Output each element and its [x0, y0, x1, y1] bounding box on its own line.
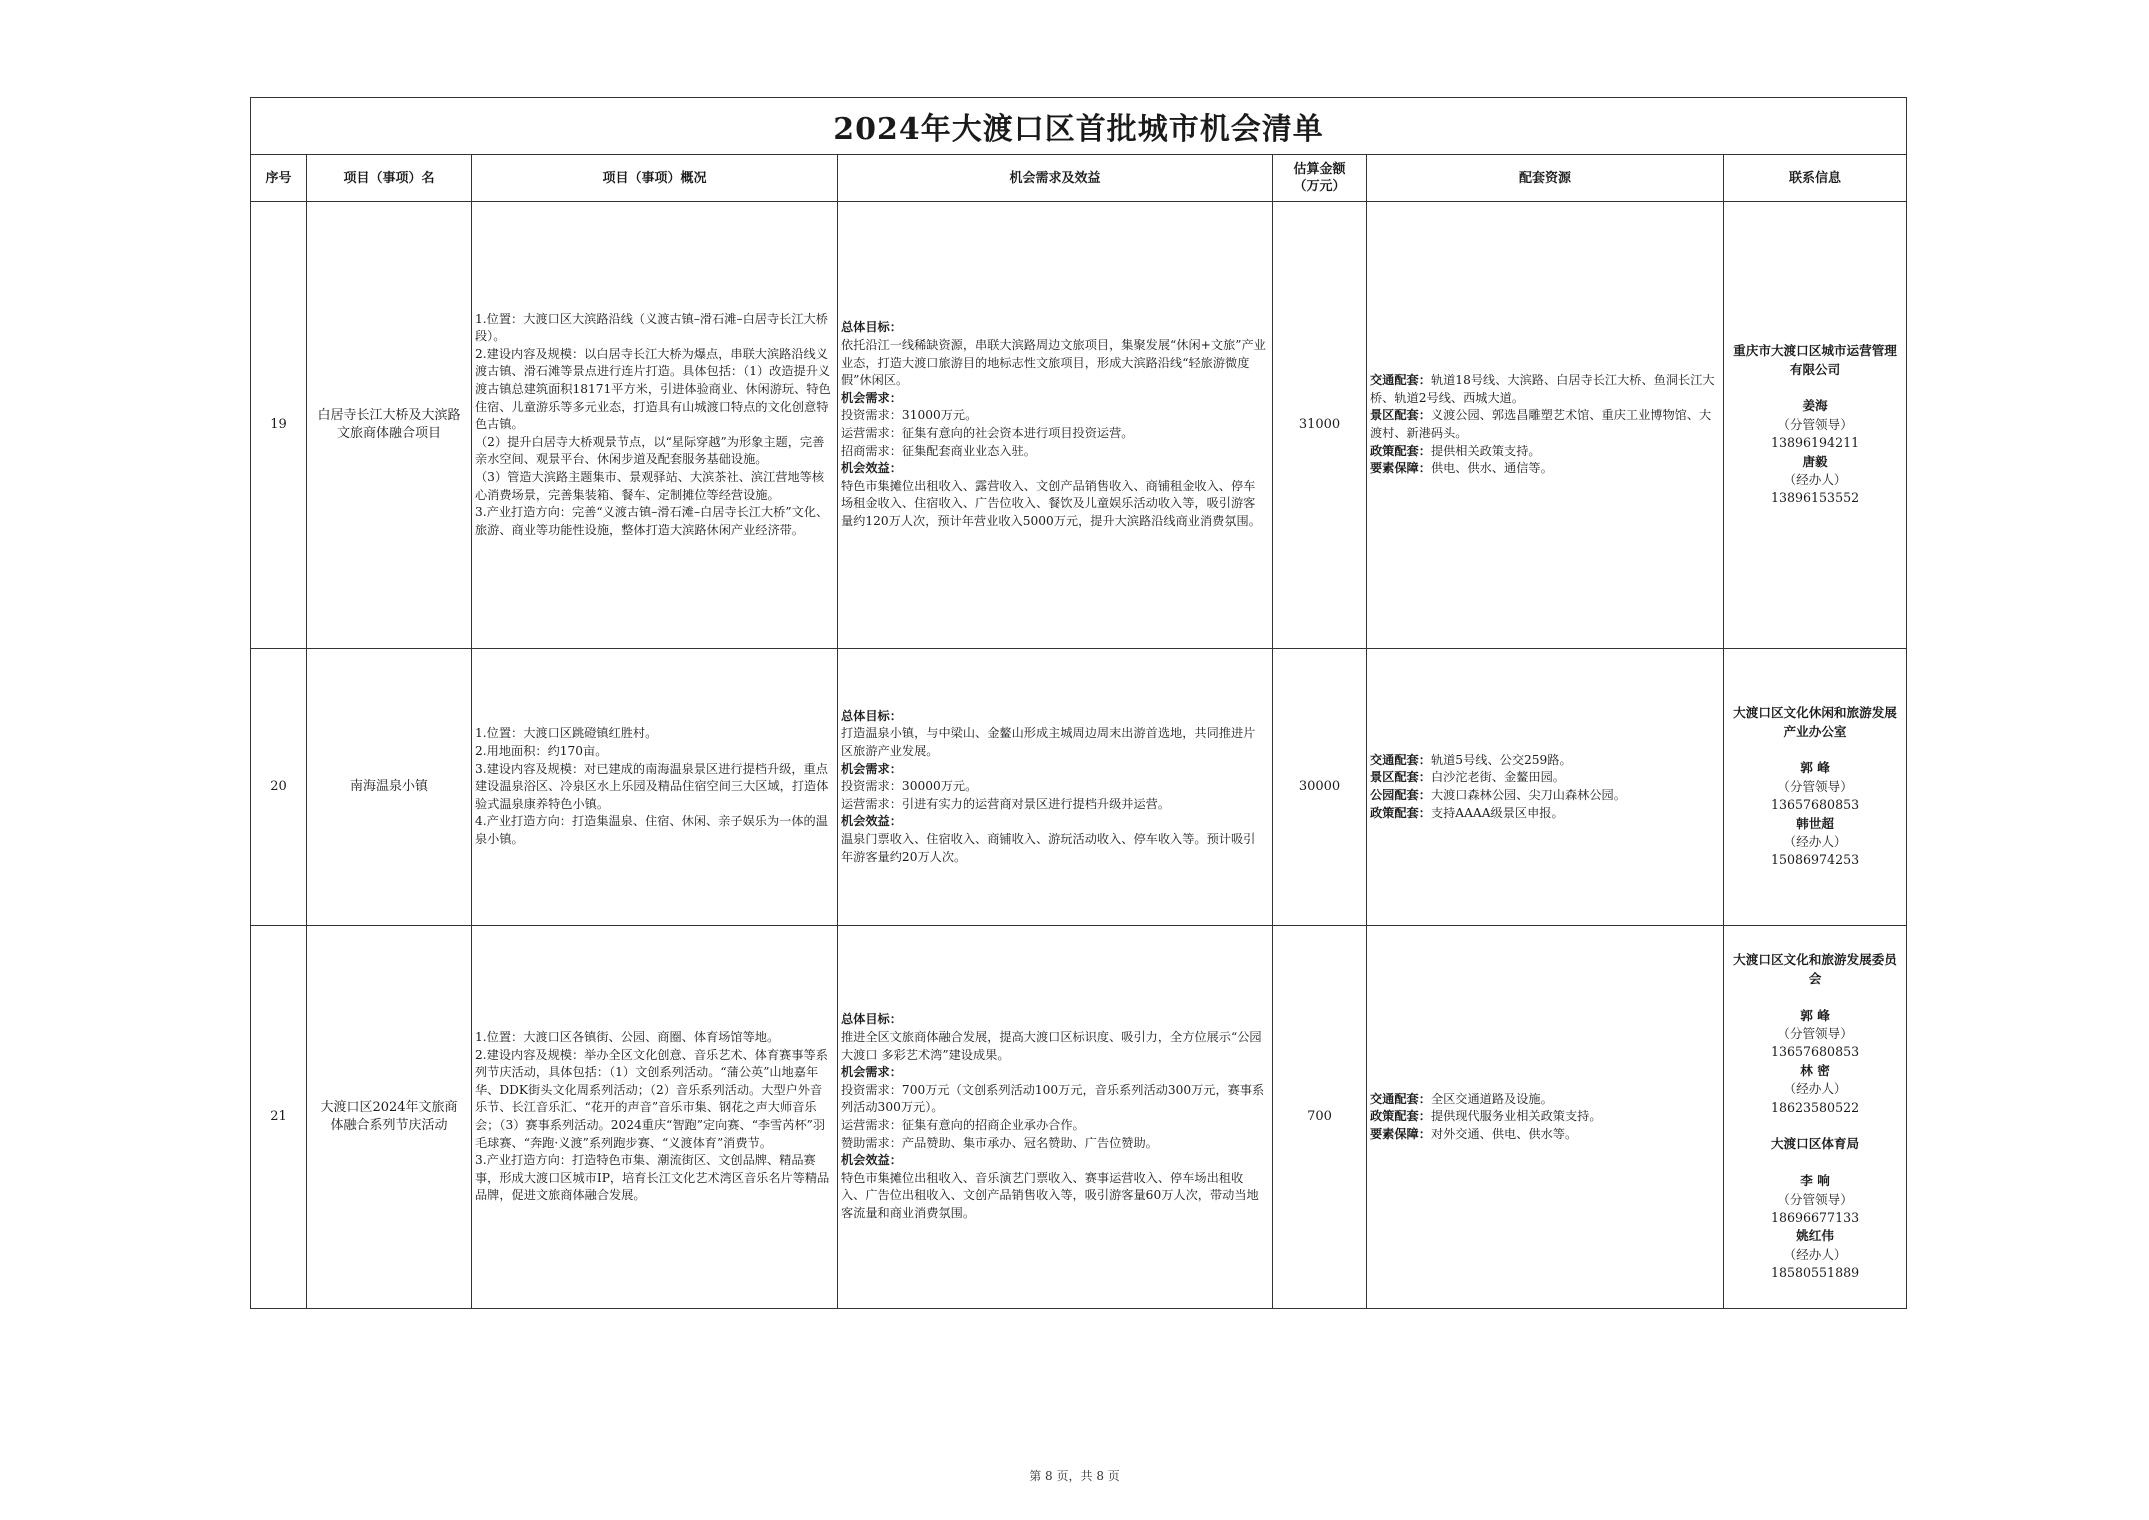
contact-organization: 大渡口区文化和旅游发展委员会 — [1733, 952, 1897, 986]
section-text: 运营需求：征集有意向的社会资本进行项目投资运营。 — [841, 426, 1134, 440]
supporting-resources — [1367, 202, 1724, 649]
contact-name: 李 响 — [1800, 1173, 1830, 1189]
resource-item — [1370, 407, 1717, 442]
section-label: 总体目标： — [841, 320, 902, 335]
section-label: 总体目标： — [841, 1012, 902, 1027]
resource-text: 轨道5号线、公交259路。 — [1430, 752, 1572, 767]
resource-text: 支持AAAA级景区申报。 — [1430, 805, 1564, 820]
project-name: 大渡口区2024年文旅商体融合系列节庆活动 — [307, 926, 472, 1309]
row-number: 21 — [251, 926, 307, 1309]
resource-item — [1370, 769, 1717, 787]
overview-line: 2.建设内容及规模：以白居寺长江大桥为爆点，串联大滨路沿线义渡古镇、滑石滩等景点进行连片打造。具体包括：（1）改造提升义渡古镇总建筑面积18171平方米，引进体验商业、休闲游玩、特色住宿、儿童游乐等多元业态，打造具有山城渡口特点的文化创意特色古镇。 — [475, 346, 831, 432]
resource-text: 义渡公园、郭选昌雕塑艺术馆、重庆工业博物馆、大渡村、新港码头。 — [1370, 408, 1712, 440]
section-text: 特色市集摊位出租收入、音乐演艺门票收入、赛事运营收入、停车场出租收入、广告位出租收入、文创产品销售收入等，吸引游客量60万人次，带动当地客流量和商业消费氛围。 — [841, 1170, 1259, 1220]
resource-item — [1370, 1091, 1717, 1109]
resource-item — [1370, 1126, 1717, 1144]
opportunity-benefit — [838, 202, 1273, 649]
resource-label: 政策配套： — [1370, 443, 1431, 458]
section-text: 招商需求：征集配套商业业态入驻。 — [841, 443, 1036, 458]
resource-text: 大渡口森林公园、尖刀山森林公园。 — [1430, 788, 1626, 802]
resource-label: 政策配套： — [1370, 805, 1431, 820]
contact-name: 唐毅 — [1802, 453, 1828, 469]
project-name: 南海温泉小镇 — [307, 649, 472, 926]
resource-item — [1370, 372, 1717, 407]
table-row — [251, 926, 1907, 1309]
project-overview — [472, 202, 838, 649]
table-row — [251, 649, 1907, 926]
header-contact: 联系信息 — [1724, 155, 1907, 202]
contact-phone: 13896153552 — [1770, 490, 1860, 506]
page-footer: 第 8 页，共 8 页 — [1029, 1469, 1120, 1483]
resource-text: 对外交通、供电、供水等。 — [1430, 1126, 1578, 1141]
resource-text: 提供相关政策支持。 — [1430, 443, 1541, 458]
resource-label: 景区配套： — [1370, 770, 1431, 785]
header-name: 项目（事项）名 — [307, 155, 472, 202]
section-text: 投资需求：31000万元。 — [841, 408, 978, 423]
overview-line: 4.产业打造方向：打造集温泉、住宿、休闲、亲子娱乐为一体的温泉小镇。 — [475, 814, 828, 846]
page-title: 2024年大渡口区首批城市机会清单 — [251, 98, 1907, 155]
section-text: 赞助需求：产品赞助、集市承办、冠名赞助、广告位赞助。 — [841, 1135, 1158, 1150]
section-text: 温泉门票收入、住宿收入、商铺收入、游玩活动收入、停车收入等。预计吸引年游客量约20万人次。 — [841, 831, 1256, 864]
overview-line: 3.产业打造方向：打造特色市集、潮流街区、文创品牌、精品赛事，形成大渡口区城市IP，培育长江文化艺术湾区音乐名片等精品品牌，促进文旅商体融合发展。 — [475, 1153, 830, 1203]
contact-name: 郭 峰 — [1800, 1007, 1830, 1023]
resource-label: 交通配套： — [1370, 1091, 1431, 1106]
contact-name: 韩世超 — [1796, 815, 1834, 831]
resource-label: 要素保障： — [1370, 1126, 1431, 1141]
contact-role: （分管领导） — [1777, 778, 1853, 794]
table-row — [251, 202, 1907, 649]
contact-phone: 13657680853 — [1770, 797, 1860, 813]
estimated-amount: 700 — [1273, 926, 1367, 1309]
resource-item — [1370, 752, 1717, 770]
resource-item — [1370, 443, 1717, 461]
section-label: 机会效益： — [841, 1153, 902, 1168]
resource-label: 交通配套： — [1370, 752, 1431, 767]
contact-phone: 13657680853 — [1770, 1044, 1860, 1060]
contact-name: 郭 峰 — [1800, 760, 1830, 776]
section-text: 运营需求：引进有实力的运营商对景区进行提档升级并运营。 — [841, 796, 1171, 811]
section-text: 投资需求：700万元（文创系列活动100万元，音乐系列活动300万元，赛事系列活动300万元）。 — [841, 1082, 1265, 1115]
project-name: 白居寺长江大桥及大滨路文旅商体融合项目 — [307, 202, 472, 649]
project-overview — [472, 926, 838, 1309]
resource-label: 景区配套： — [1370, 408, 1431, 423]
resource-label: 公园配套： — [1370, 788, 1431, 802]
resource-text: 提供现代服务业相关政策支持。 — [1430, 1109, 1602, 1124]
estimated-amount: 30000 — [1273, 649, 1367, 926]
overview-line: 2.建设内容及规模：举办全区文化创意、音乐艺术、体育赛事等系列节庆活动，具体包括：（1）文创系列活动。“蒲公英”山地嘉年华、DDK街头文化周系列活动；（2）音乐系列活动。大型户外音乐节、长江音乐汇、“花开的声音”音乐市集、钢花之声大师音乐会；（3）赛事系列活动。2024重庆“智跑”定向赛、“李雪芮杯”羽毛球赛、“奔跑·义渡”系列跑步赛、“义渡体育”消费节。 — [475, 1047, 828, 1150]
resource-label: 政策配套： — [1370, 1109, 1431, 1124]
header-overview: 项目（事项）概况 — [472, 155, 838, 202]
estimated-amount: 31000 — [1273, 202, 1367, 649]
header-row — [251, 155, 1907, 202]
contact-phone: 18580551889 — [1770, 1265, 1860, 1281]
overview-line: （3）管造大滨路主题集市、景观驿站、大滨茶社、滨江营地等核心消费场景，完善集装箱、餐车、定制摊位等经营设施。 — [475, 469, 825, 502]
header-no: 序号 — [251, 155, 307, 202]
contact-organization: 大渡口区体育局 — [1770, 1136, 1860, 1152]
contact-phone: 13896194211 — [1770, 435, 1860, 451]
opportunity-list-sheet — [250, 97, 1906, 1309]
contact-phone: 15086974253 — [1770, 852, 1860, 868]
resource-label: 要素保障： — [1370, 461, 1431, 476]
contact-name: 姜海 — [1802, 398, 1828, 414]
section-text: 依托沿江一线稀缺资源，串联大滨路周边文旅项目，集聚发展“休闲+文旅”产业业态，打造大渡口旅游目的地标志性文旅项目，形成大滨路沿线“轻旅游微度假”休闲区。 — [841, 338, 1266, 388]
section-label: 机会需求： — [841, 761, 902, 776]
opportunity-benefit — [838, 926, 1273, 1309]
resource-item — [1370, 787, 1717, 805]
header-amount — [1273, 155, 1367, 202]
section-label: 机会需求： — [841, 1065, 902, 1080]
overview-line: 1.位置：大渡口区跳磴镇红胜村。 — [475, 726, 658, 741]
section-text: 投资需求：30000万元。 — [841, 779, 978, 794]
contact-role: （经办人） — [1783, 472, 1847, 487]
header-opportunity: 机会需求及效益 — [838, 155, 1273, 202]
project-overview — [472, 649, 838, 926]
section-text: 推进全区文旅商体融合发展，提高大渡口区标识度、吸引力，全方位展示“公园大渡口 多彩艺术湾”建设成果。 — [841, 1030, 1262, 1062]
resource-text: 全区交通道路及设施。 — [1430, 1091, 1553, 1106]
resource-item — [1370, 805, 1717, 823]
contact-organization: 大渡口区文化休闲和旅游发展产业办公室 — [1733, 705, 1897, 739]
section-label: 机会效益： — [841, 814, 902, 829]
contact-role: （分管领导） — [1777, 1191, 1853, 1207]
overview-line: 1.位置：大渡口区大滨路沿线（义渡古镇–滑石滩–白居寺长江大桥段）。 — [475, 311, 828, 344]
supporting-resources — [1367, 926, 1724, 1309]
resource-label: 交通配套： — [1370, 373, 1431, 388]
contact-role: （分管领导） — [1777, 416, 1853, 432]
resource-text: 供电、供水、通信等。 — [1430, 461, 1553, 476]
section-label: 总体目标： — [841, 708, 902, 723]
contact-role: （分管领导） — [1777, 1025, 1853, 1041]
header-amount-label: 估算金额（万元） — [1293, 162, 1346, 194]
row-number: 19 — [251, 202, 307, 649]
contact-name: 林 密 — [1800, 1062, 1830, 1078]
section-text: 特色市集摊位出租收入、露营收入、文创产品销售收入、商铺租金收入、停车场租金收入、住宿收入、广告位收入、餐饮及儿童娱乐活动收入等，吸引游客量约120万人次，预计年营业收入5000万元，提升大滨路沿线商业消费氛围。 — [841, 478, 1261, 528]
resource-text: 白沙沱老街、金鳌田园。 — [1430, 770, 1565, 785]
overview-line: 3.建设内容及规模：对已建成的南海温泉景区进行提档升级，重点建设温泉浴区、冷泉区水上乐园及精品住宿空间三大区域，打造体验式温泉康养特色小镇。 — [475, 761, 829, 811]
section-text: 打造温泉小镇，与中梁山、金鳌山形成主城周边周末出游首选地，共同推进片区旅游产业发展。 — [841, 726, 1256, 759]
contact-name: 姚红伟 — [1796, 1228, 1834, 1244]
contact-role: （经办人） — [1783, 834, 1847, 849]
resource-item — [1370, 1108, 1717, 1126]
contact-phone: 18623580522 — [1770, 1099, 1860, 1115]
contact-info — [1724, 202, 1907, 649]
supporting-resources — [1367, 649, 1724, 926]
section-text: 运营需求：征集有意向的招商企业承办合作。 — [841, 1118, 1085, 1132]
contact-role: （经办人） — [1783, 1246, 1847, 1262]
section-label: 机会需求： — [841, 390, 902, 405]
header-resources: 配套资源 — [1367, 155, 1724, 202]
resource-text: 轨道18号线、大滨路、白居寺长江大桥、鱼洞长江大桥、轨道2号线、西城大道。 — [1370, 373, 1715, 405]
overview-line: 1.位置：大渡口区各镇街、公园、商圈、体育场馆等地。 — [475, 1030, 780, 1045]
section-label: 机会效益： — [841, 461, 902, 476]
contact-role: （经办人） — [1783, 1081, 1847, 1097]
overview-line: 2.用地面积：约170亩。 — [475, 744, 608, 759]
contact-info — [1724, 926, 1907, 1309]
contact-phone: 18696677133 — [1770, 1210, 1860, 1225]
contact-info — [1724, 649, 1907, 926]
overview-line: 3.产业打造方向：完善“义渡古镇–滑石滩–白居寺长江大桥”文化、旅游、商业等功能性设施，整体打造大滨路休闲产业经济带。 — [475, 505, 829, 537]
row-number: 20 — [251, 649, 307, 926]
opportunity-benefit — [838, 649, 1273, 926]
contact-organization: 重庆市大渡口区城市运营管理有限公司 — [1733, 343, 1897, 377]
overview-line: （2）提升白居寺大桥观景节点，以“星际穿越”为形象主题，完善亲水空间、观景平台、休闲步道及配套服务基础设施。 — [475, 434, 825, 467]
resource-item — [1370, 460, 1717, 478]
opportunity-table — [250, 97, 1907, 1309]
